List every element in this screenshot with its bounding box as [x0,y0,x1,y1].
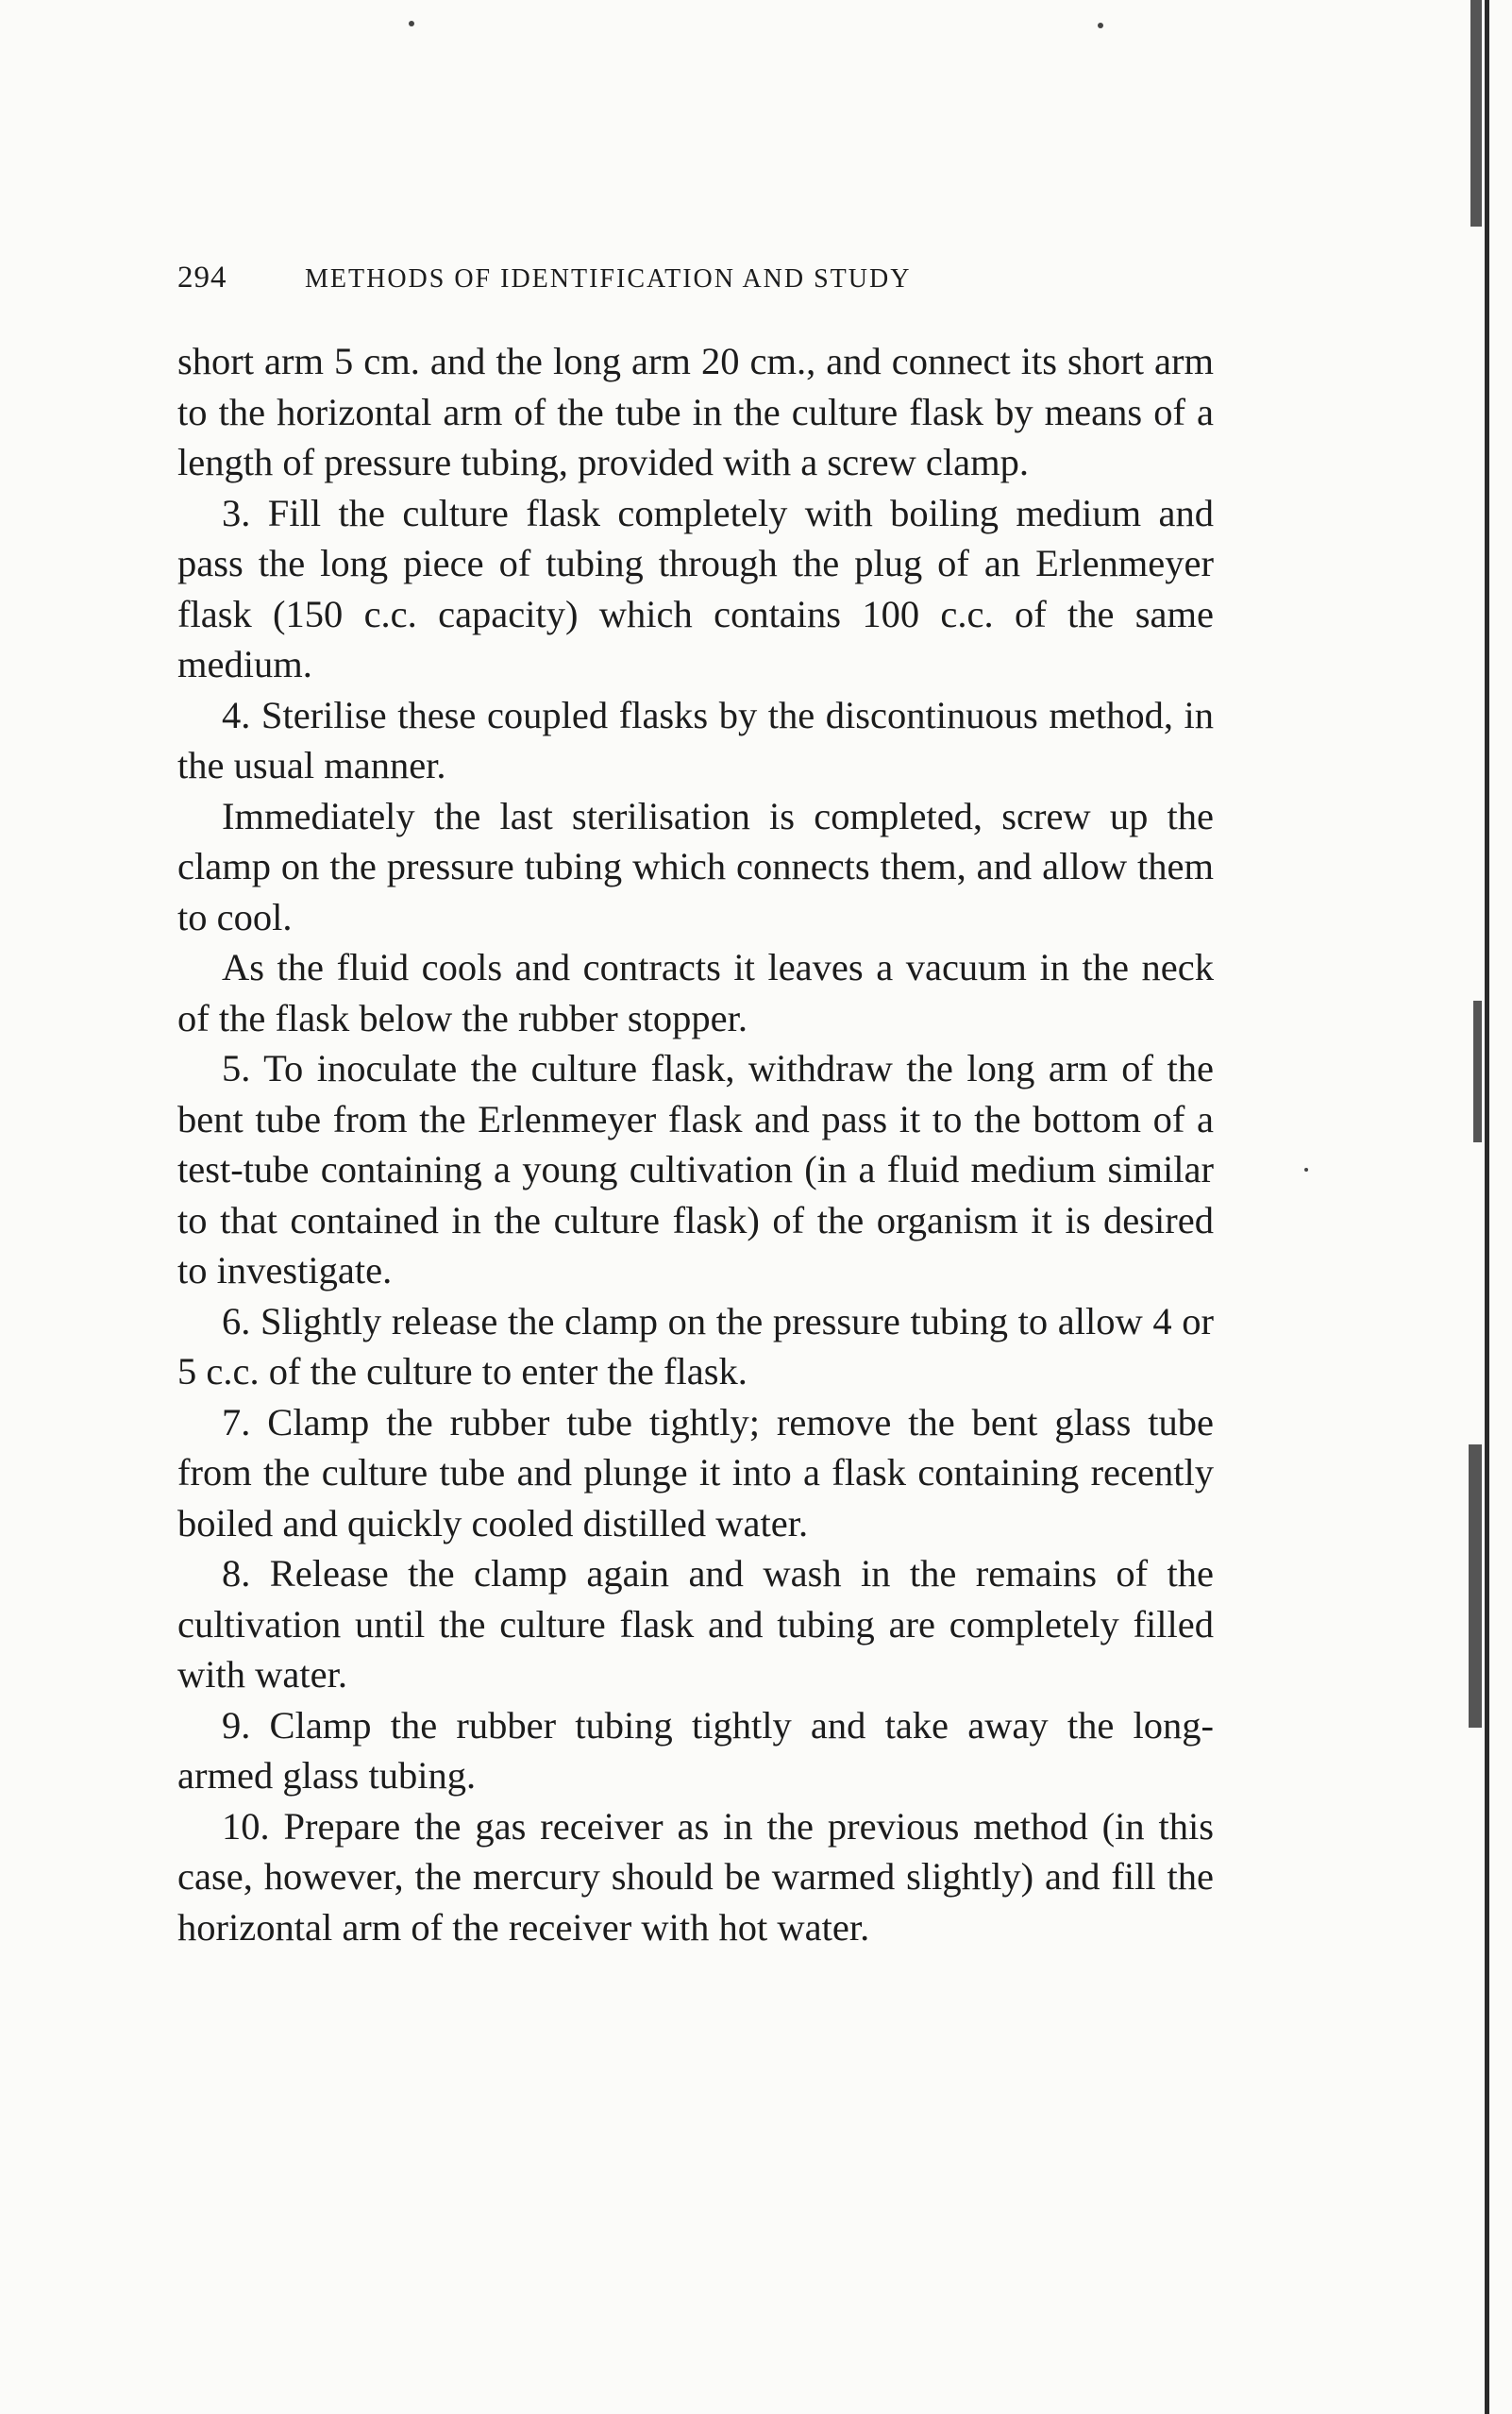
scan-mark [1469,1444,1482,1728]
paragraph: short arm 5 cm. and the long arm 20 cm., and connect its short arm to the horizontal arm of the tube in the culture flask by means of a length of pressure tubing, provided with a screw clamp. [177,340,1214,483]
paragraph: 5. To inoculate the culture flask, withdraw the long arm of the bent tube from the Erlenmeyer flask and pass it to the bottom of a test-tube containing a young cultivation (in a fluid medium similar to that contained in the culture flask) of the organism it is desired to investigate. [177,1047,1214,1291]
body-text [177,336,1214,1952]
scan-speck [1304,1168,1308,1172]
page-number: 294 [177,261,227,295]
scan-mark [1470,0,1482,227]
paragraph: 7. Clamp the rubber tube tightly; remove the bent glass tube from the culture tube and plunge it into a flask containing recently boiled and quickly cooled distilled water. [177,1400,1214,1545]
running-head [177,261,1216,298]
paragraph: 9. Clamp the rubber tubing tightly and take away the long-armed glass tubing. [177,1703,1214,1797]
scan-speck [409,21,414,26]
paragraph: 6. Slightly release the clamp on the pressure tubing to allow 4 or 5 c.c. of the culture to enter the flask. [177,1299,1214,1393]
paragraph: 4. Sterilise these coupled flasks by the discontinuous method, in the usual manner. [177,693,1214,786]
paragraph: As the fluid cools and contracts it leaves a vacuum in the neck of the flask below the rubber stopper. [177,946,1214,1039]
paragraph: 8. Release the clamp again and wash in the remains of the cultivation until the culture flask and tubing are completely filled with water. [177,1552,1214,1696]
running-title: METHODS OF IDENTIFICATION AND STUDY [305,264,912,294]
binding-edge [1485,0,1489,2414]
paragraph: 3. Fill the culture flask completely with boiling medium and pass the long piece of tubing through the plug of an Erlenmeyer flask (150 c.c. capacity) which contains 100 c.c. of the same medium. [177,491,1214,685]
scan-mark [1473,1001,1482,1142]
paragraph: Immediately the last sterilisation is completed, screw up the clamp on the pressure tubing which connects them, and allow them to cool. [177,794,1214,938]
scan-speck [1098,23,1103,28]
paragraph: 10. Prepare the gas receiver as in the previous method (in this case, however, the mercury should be warmed slightly) and fill the horizontal arm of the receiver with hot water. [177,1804,1214,1949]
